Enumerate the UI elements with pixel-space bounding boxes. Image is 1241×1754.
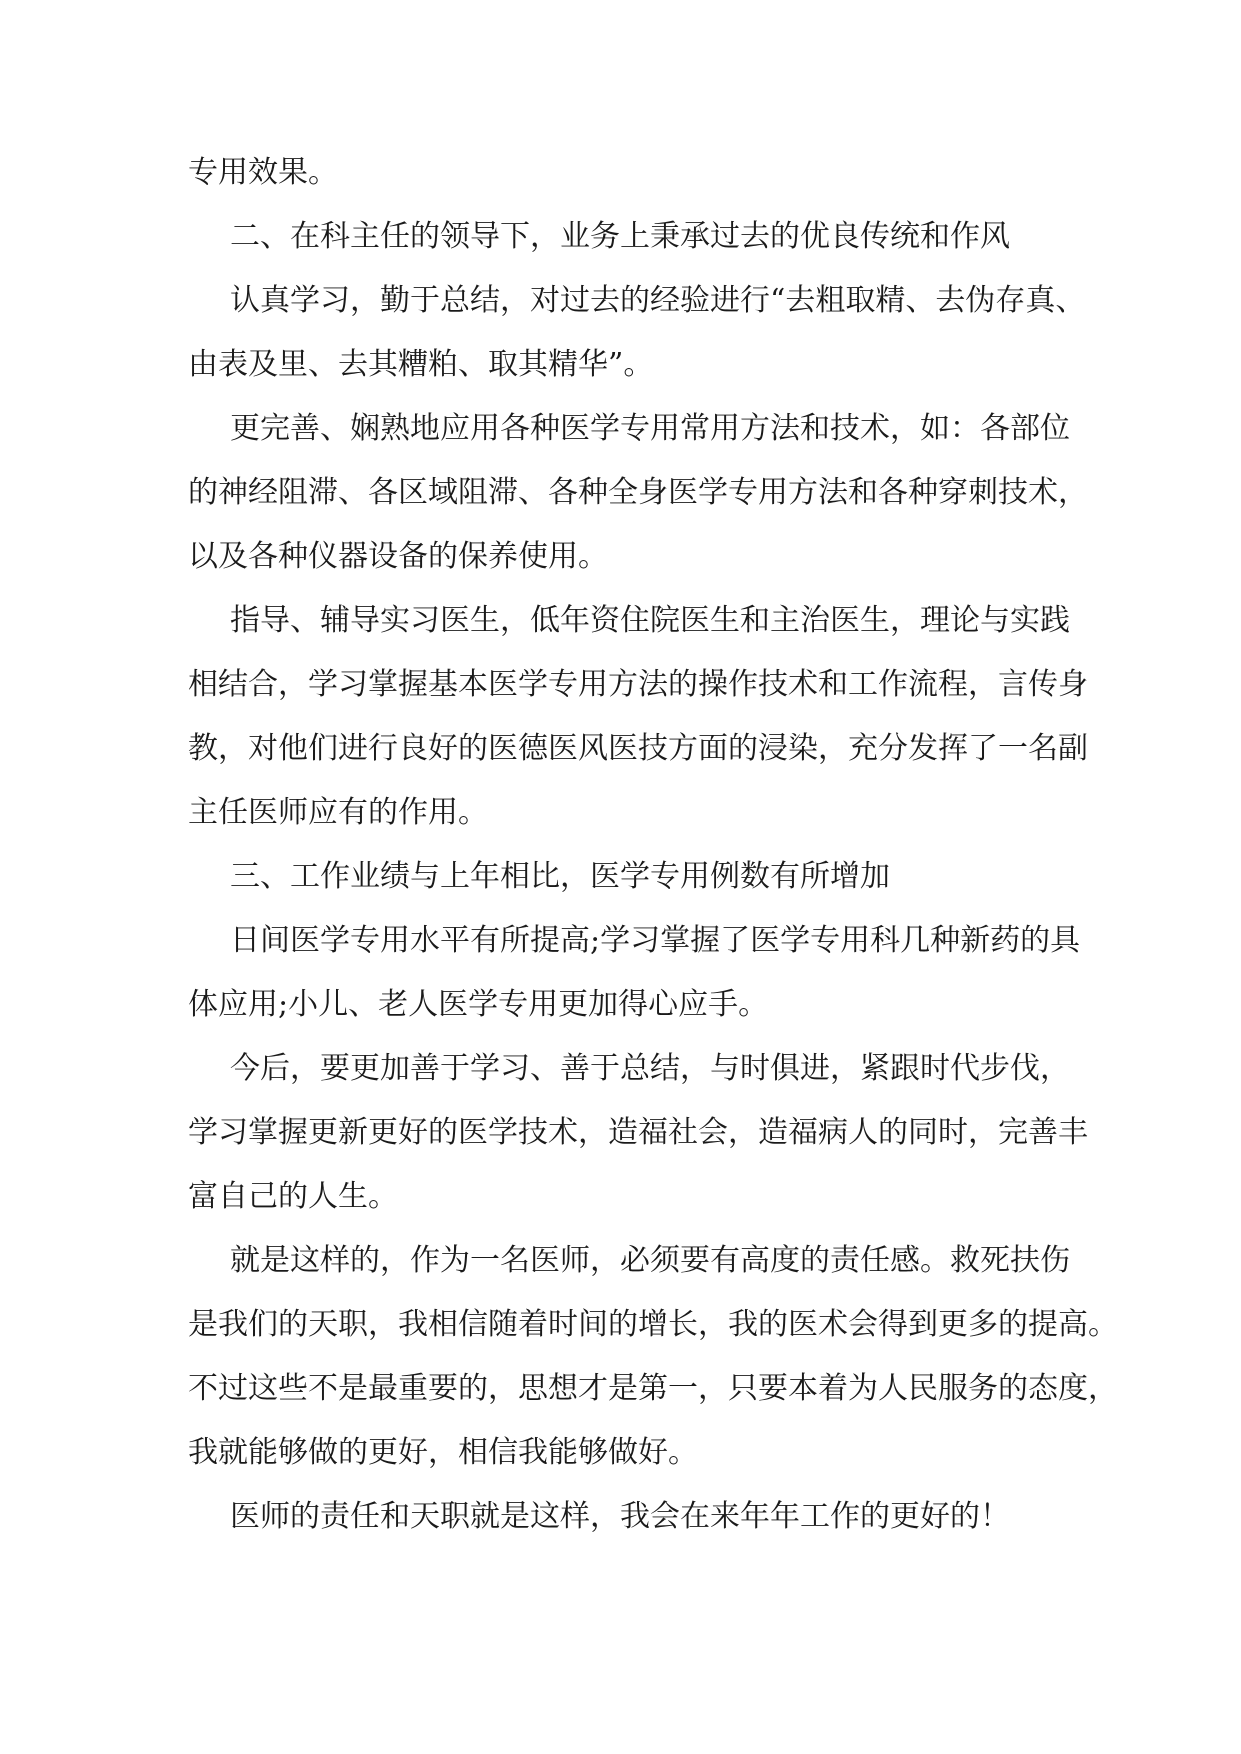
text-line: 专用效果。: [188, 155, 338, 190]
text-line: 更完善、娴熟地应用各种医学专用常用方法和技术，如：各部位: [230, 411, 1070, 446]
text-line: 就是这样的，作为一名医师，必须要有高度的责任感。救死扶伤: [230, 1243, 1070, 1278]
document-body: [188, 154, 1118, 1562]
text-line: 体应用;小儿、老人医学专用更加得心应手。: [188, 987, 769, 1022]
text-line: 不过这些不是最重要的，思想才是第一，只要本着为人民服务的态度，: [188, 1371, 1118, 1406]
text-line: 医师的责任和天职就是这样，我会在来年年工作的更好的！: [230, 1499, 1010, 1534]
section-heading: 二、在科主任的领导下，业务上秉承过去的优良传统和作风: [230, 219, 1010, 254]
section-heading: 三、工作业绩与上年相比，医学专用例数有所增加: [230, 859, 890, 894]
text-line: 教，对他们进行良好的医德医风医技方面的浸染，充分发挥了一名副: [188, 731, 1088, 766]
text-line: 由表及里、去其糟粕、取其精华”。: [188, 347, 654, 382]
text-line: 相结合，学习掌握基本医学专用方法的操作技术和工作流程，言传身: [188, 667, 1088, 702]
text-line: 认真学习，勤于总结，对过去的经验进行“去粗取精、去伪存真、: [230, 283, 1086, 318]
text-line: 主任医师应有的作用。: [188, 795, 488, 830]
text-line: 是我们的天职，我相信随着时间的增长，我的医术会得到更多的提高。: [188, 1307, 1118, 1342]
text-line: 今后，要更加善于学习、善于总结，与时俱进，紧跟时代步伐，: [230, 1051, 1070, 1086]
text-line: 指导、辅导实习医生，低年资住院医生和主治医生，理论与实践: [230, 603, 1070, 638]
text-line: 日间医学专用水平有所提高;学习掌握了医学专用科几种新药的具: [230, 923, 1081, 958]
text-line: 我就能够做的更好，相信我能够做好。: [188, 1435, 698, 1470]
text-line: 学习掌握更新更好的医学技术，造福社会，造福病人的同时，完善丰: [188, 1115, 1088, 1150]
text-line: 的神经阻滞、各区域阻滞、各种全身医学专用方法和各种穿刺技术，: [188, 475, 1088, 510]
text-line: 以及各种仪器设备的保养使用。: [188, 539, 608, 574]
text-line: 富自己的人生。: [188, 1179, 398, 1214]
